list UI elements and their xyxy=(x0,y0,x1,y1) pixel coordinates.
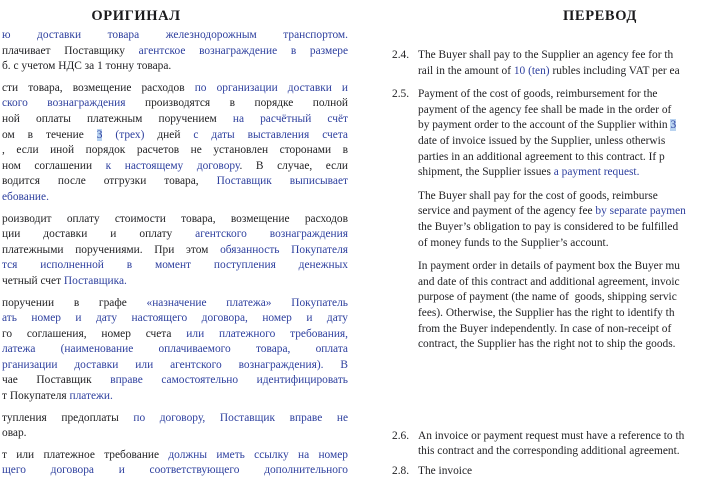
text-line xyxy=(418,204,720,220)
text-segment: плачивает Поставщику xyxy=(2,44,139,57)
paragraph xyxy=(2,411,348,442)
text-line xyxy=(2,212,348,228)
text-segment: purpose of payment (the name of goods, shipping servic xyxy=(418,291,677,304)
text-line xyxy=(2,296,348,312)
text-segment: сти товара, возмещение расходов xyxy=(2,81,195,94)
text-segment: 3 xyxy=(670,119,677,132)
text-segment: латежа (наименование оплачиваемого товара, оплата xyxy=(2,343,348,356)
text-segment: ции доставки и оплату xyxy=(2,228,196,241)
text-segment: rail in the amount of xyxy=(418,64,514,77)
text-segment: по договору, Поставщик вправе не xyxy=(133,411,348,424)
text-line xyxy=(418,134,720,150)
text-line xyxy=(2,112,348,128)
text-segment: a payment request. xyxy=(553,166,640,179)
item-number: 2.5. xyxy=(392,88,410,101)
text-segment: (трех) xyxy=(102,128,145,141)
text-segment: 10 (ten) xyxy=(513,64,550,77)
text-segment: тупления предоплаты xyxy=(2,411,134,424)
text-line xyxy=(2,448,348,464)
text-segment: агентское вознаграждение в размере xyxy=(138,44,348,57)
text-segment: rubles including VAT per ea xyxy=(549,64,680,77)
text-line xyxy=(418,290,720,306)
text-segment: contract, the Supplier has the right not to ship the goods. xyxy=(418,338,676,351)
text-segment: по организации доставки и xyxy=(194,81,348,94)
text-segment: Поставщик выписывает xyxy=(216,175,348,188)
text-segment: обязанность Покупателя xyxy=(220,243,348,256)
text-segment: роизводит оплату стоимости товара, возмещение расходов xyxy=(2,212,348,225)
text-line xyxy=(418,189,720,205)
text-line xyxy=(2,174,348,190)
text-segment: четный счет xyxy=(2,274,64,287)
paragraph xyxy=(2,212,348,290)
text-segment: ном соглашении xyxy=(2,159,106,172)
original-column xyxy=(2,28,348,480)
clause-paragraph xyxy=(418,189,720,251)
text-segment: го соглашения, номер счета xyxy=(2,327,187,340)
text-line xyxy=(2,258,348,274)
text-segment: ной оплаты платежным поручением xyxy=(2,112,233,125)
text-line xyxy=(418,64,720,80)
text-line xyxy=(2,243,348,259)
item-number: 2.8. xyxy=(392,464,410,477)
text-segment: ать номер и дату настоящего договора, номер и дату xyxy=(2,312,348,325)
text-segment: рганизации доставки или агентского вознаграждения). В xyxy=(2,358,348,371)
text-segment: агентского вознаграждения xyxy=(195,228,348,241)
text-line xyxy=(2,274,348,290)
numbered-clause xyxy=(392,87,720,181)
text-segment: of money funds to the Supplier’s account. xyxy=(418,236,609,249)
text-segment: The invoice xyxy=(418,464,473,477)
text-segment: производятся в порядке полной xyxy=(144,97,348,110)
text-line xyxy=(2,143,348,159)
text-segment: payment of the agency fee shall be made in the order of xyxy=(418,103,672,116)
text-line xyxy=(2,159,348,175)
text-segment: к настоящему договору xyxy=(105,159,240,172)
text-segment: т Покупателя xyxy=(2,390,70,403)
text-segment: дней xyxy=(144,128,194,141)
text-line xyxy=(2,311,348,327)
text-segment: на расчётный счёт xyxy=(232,112,348,125)
text-segment: «назначение платежа» Покупатель xyxy=(146,296,348,309)
text-segment: parties in an additional agreement to this contract. If p xyxy=(418,150,665,163)
text-segment: from the Buyer independently. In case of non-receipt of xyxy=(418,322,672,335)
text-segment: чае Поставщик xyxy=(2,374,111,387)
text-segment: т или платежное требование xyxy=(2,448,169,461)
translation-column xyxy=(392,48,720,480)
text-line xyxy=(418,150,720,166)
text-line xyxy=(2,426,348,442)
text-line xyxy=(418,444,720,460)
text-line xyxy=(418,429,720,445)
text-line xyxy=(418,165,720,181)
text-segment: тся исполненной в момент поступления денежных xyxy=(2,259,348,272)
text-line xyxy=(2,128,348,144)
text-segment: щего договора и соответствующего дополнительного xyxy=(2,464,348,477)
text-line xyxy=(2,28,348,44)
text-segment: платежными поручениями. При этом xyxy=(2,243,221,256)
text-segment: and date of this contract and additional agreement, invoic xyxy=(418,275,680,288)
text-line xyxy=(2,44,348,60)
text-line xyxy=(2,227,348,243)
text-line xyxy=(418,220,720,236)
text-segment: или платежного требования, xyxy=(186,327,348,340)
text-segment: In payment order in details of payment box the Buyer mu xyxy=(418,260,680,273)
text-line xyxy=(2,59,348,75)
text-segment: с даты выставления счета xyxy=(193,128,348,141)
text-line xyxy=(418,87,720,103)
numbered-clause xyxy=(392,464,720,480)
text-segment: service and payment of the agency fee xyxy=(418,205,596,218)
text-line xyxy=(2,342,348,358)
paragraph xyxy=(2,28,348,75)
text-segment: the Buyer’s obligation to pay is considered to be fulfilled xyxy=(418,220,679,233)
text-segment: The Buyer shall pay for the cost of goods, reimburse xyxy=(418,189,658,202)
text-line xyxy=(2,463,348,479)
text-segment: б. с учетом НДС за 1 тонну товара. xyxy=(2,60,172,73)
text-segment: овар. xyxy=(2,427,27,440)
text-segment: 3 xyxy=(96,128,103,141)
text-segment: An invoice or payment request must have a reference to th xyxy=(418,429,685,442)
text-segment: ского вознаграждения xyxy=(2,97,145,110)
text-line xyxy=(418,337,720,353)
text-line xyxy=(2,190,348,206)
translation-heading: ПЕРЕВОД xyxy=(563,8,637,24)
text-segment: должны иметь ссылку на номер xyxy=(168,448,348,461)
text-line xyxy=(418,275,720,291)
item-number: 2.4. xyxy=(392,49,410,61)
text-segment: платежи. xyxy=(69,390,113,403)
paragraph xyxy=(2,296,348,405)
text-line xyxy=(418,259,720,275)
text-segment: поручении в графе xyxy=(2,296,147,309)
text-line xyxy=(418,306,720,322)
text-segment: by payment order to the account of the Supplier within xyxy=(418,119,671,132)
text-line xyxy=(418,48,720,64)
paragraph xyxy=(2,81,348,206)
text-line xyxy=(418,103,720,119)
text-line xyxy=(2,96,348,112)
text-segment: this contract and the corresponding additional agreement. xyxy=(418,445,680,458)
item-number: 2.6. xyxy=(392,429,410,442)
text-segment: ом в течение xyxy=(2,128,97,141)
text-segment: Payment of the cost of goods, reimbursement for the xyxy=(418,88,658,101)
numbered-clause xyxy=(392,429,720,460)
text-line xyxy=(418,322,720,338)
text-segment: date of invoice issued by the Supplier, unless otherwis xyxy=(418,134,666,147)
text-line xyxy=(2,373,348,389)
text-segment: , если иной порядок расчетов не установлен сторонами в xyxy=(2,144,348,157)
text-segment: водится после отгрузки товара, xyxy=(2,175,217,188)
text-line xyxy=(2,81,348,97)
numbered-clause xyxy=(392,48,720,79)
text-line xyxy=(418,118,720,134)
text-line xyxy=(418,464,720,480)
original-heading: ОРИГИНАЛ xyxy=(91,8,181,24)
text-segment: shipment, the Supplier issues xyxy=(418,166,554,179)
text-segment: вправе самостоятельно идентифицировать xyxy=(110,374,348,387)
text-line xyxy=(2,389,348,405)
text-segment: ебование. xyxy=(2,190,49,203)
text-line xyxy=(2,327,348,343)
text-segment: by separate paymen xyxy=(595,205,686,218)
text-segment: ю доставки товара железнодорожным транспортом. xyxy=(2,29,348,41)
text-segment: Поставщика. xyxy=(63,274,127,287)
text-segment: The Buyer shall pay to the Supplier an agency fee for th xyxy=(418,49,674,61)
paragraph xyxy=(2,448,348,479)
clause-paragraph xyxy=(418,259,720,353)
text-segment: . В случае, если xyxy=(239,159,348,172)
text-line xyxy=(2,358,348,374)
text-line xyxy=(2,411,348,427)
text-segment: fees). Otherwise, the Supplier has the right to identify th xyxy=(418,306,675,319)
text-line xyxy=(418,236,720,252)
